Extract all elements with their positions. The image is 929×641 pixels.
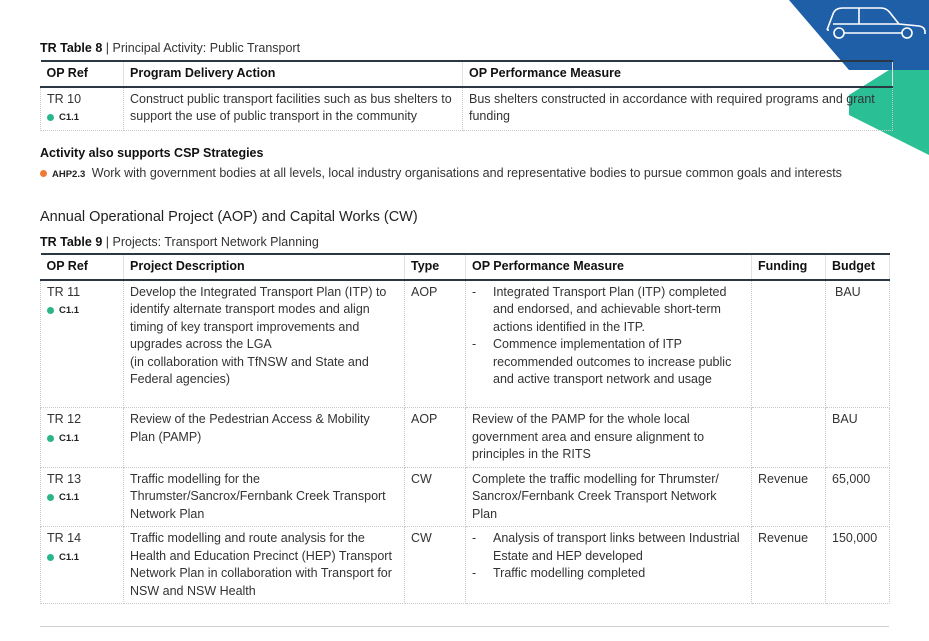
op-ref: TR 12	[47, 412, 82, 426]
measure-item	[472, 530, 745, 565]
table9-header-row	[41, 254, 890, 280]
project-type: AOP	[405, 408, 466, 468]
project-description: Traffic modelling for the Thrumster/Sancrox/Fernbank Creek Transport Network Plan	[124, 467, 405, 527]
csp-code: C1.1	[59, 492, 80, 503]
csp-code-badge	[47, 302, 79, 320]
performance-measure: Review of the PAMP for the whole local government area and ensure alignment to principles in the RITS	[466, 408, 752, 468]
project-description: Traffic modelling and route analysis for the Health and Education Precinct (HEP) Transport Network Plan in collaboration with Transport for NSW and NSW Health	[124, 527, 405, 604]
dash-marker: -	[472, 531, 477, 545]
measure-item	[472, 565, 745, 583]
csp-code-badge	[47, 549, 79, 567]
funding	[752, 280, 826, 408]
footer-divider	[40, 626, 889, 627]
op-ref-cell	[41, 87, 124, 131]
csp-code-badge	[47, 430, 79, 448]
measure-item-text: Analysis of transport links between Industrial Estate and HEP developed	[493, 531, 740, 563]
project-type: AOP	[405, 280, 466, 408]
csp-code: C1.1	[59, 551, 80, 563]
csp-code-badge	[47, 109, 79, 127]
funding: Revenue	[752, 527, 826, 604]
table8-caption-label: TR Table 8	[40, 41, 103, 55]
csp-code: C1.1	[59, 112, 80, 123]
op-ref-cell	[41, 527, 124, 604]
table-row	[41, 280, 890, 408]
funding	[752, 408, 826, 468]
table-row	[41, 87, 893, 131]
table8-header-measure: OP Performance Measure	[463, 61, 893, 87]
measure-item-text: Commence implementation of ITP recommended outcomes to increase public and active transport network and usage	[493, 337, 732, 386]
program-action: Construct public transport facilities such as bus shelters to support the use of public transport in the community	[124, 87, 463, 131]
op-ref-cell	[41, 408, 124, 468]
table-row	[41, 467, 890, 527]
dash-marker: -	[472, 284, 477, 299]
op-ref: TR 10	[47, 91, 82, 106]
section-title: Annual Operational Project (AOP) and Capital Works (CW)	[40, 209, 418, 225]
project-type: CW	[405, 527, 466, 604]
measure-item-text: Traffic modelling completed	[493, 566, 646, 580]
table8	[40, 60, 893, 131]
performance-measure: Bus shelters constructed in accordance with required programs and grant funding	[463, 87, 893, 131]
dash-marker: -	[472, 337, 477, 351]
op-ref: TR 14	[47, 531, 82, 545]
table9-caption	[40, 235, 319, 249]
performance-measure	[466, 527, 752, 604]
budget: 150,000	[826, 527, 890, 604]
table-row	[41, 527, 890, 604]
project-type: CW	[405, 467, 466, 527]
table9-header-measure: OP Performance Measure	[466, 254, 752, 280]
funding: Revenue	[752, 467, 826, 527]
csp-code: C1.1	[59, 432, 80, 444]
dot-icon	[47, 114, 54, 121]
dot-icon	[47, 435, 54, 442]
budget: BAU	[826, 280, 890, 408]
table8-header-op-ref: OP Ref	[41, 61, 124, 87]
measure-item	[472, 284, 745, 337]
table8-header-row	[41, 61, 893, 87]
strategy-line	[40, 166, 842, 180]
strategy-text: Work with government bodies at all levels, local industry organisations and representative bodies to pursue common goals and interests	[91, 166, 842, 180]
op-ref: TR 11	[47, 284, 81, 299]
strategies-heading: Activity also supports CSP Strategies	[40, 146, 264, 160]
table9-header-type: Type	[405, 254, 466, 280]
op-ref-cell	[41, 467, 124, 527]
table-row	[41, 408, 890, 468]
op-ref: TR 13	[47, 471, 82, 486]
dash-marker: -	[472, 566, 477, 580]
table8-caption-text: | Principal Activity: Public Transport	[105, 41, 301, 55]
table9	[40, 253, 890, 604]
performance-measure: Complete the traffic modelling for Thrumster/ Sancrox/Fernbank Creek Transport Network Plan	[466, 467, 752, 527]
budget: 65,000	[826, 467, 890, 527]
dot-icon	[40, 170, 47, 177]
table8-header-action: Program Delivery Action	[124, 61, 463, 87]
measure-item	[472, 336, 745, 389]
strategy-code: AHP2.3	[52, 169, 86, 180]
dot-icon	[47, 494, 54, 501]
dot-icon	[47, 307, 54, 314]
table9-caption-text: | Projects: Transport Network Planning	[105, 235, 319, 249]
csp-code: C1.1	[59, 305, 80, 316]
table8-caption	[40, 41, 300, 55]
csp-code-badge	[47, 489, 79, 507]
table9-header-budget: Budget	[826, 254, 890, 280]
table9-header-description: Project Description	[124, 254, 405, 280]
performance-measure	[466, 280, 752, 408]
budget: BAU	[826, 408, 890, 468]
table9-caption-label: TR Table 9	[40, 235, 103, 249]
op-ref-cell	[41, 280, 124, 408]
dot-icon	[47, 554, 54, 561]
project-description: Review of the Pedestrian Access & Mobility Plan (PAMP)	[124, 408, 405, 468]
table9-header-op-ref: OP Ref	[41, 254, 124, 280]
project-description: Develop the Integrated Transport Plan (ITP) to identify alternate transport modes and align timing of key transport improvements and upgrades across the LGA (in collaboration with TfNSW and State and Federal agencies)	[124, 280, 405, 408]
table9-header-funding: Funding	[752, 254, 826, 280]
measure-item-text: Integrated Transport Plan (ITP) completed and endorsed, and achievable short-term actions identified in the ITP.	[493, 284, 727, 334]
